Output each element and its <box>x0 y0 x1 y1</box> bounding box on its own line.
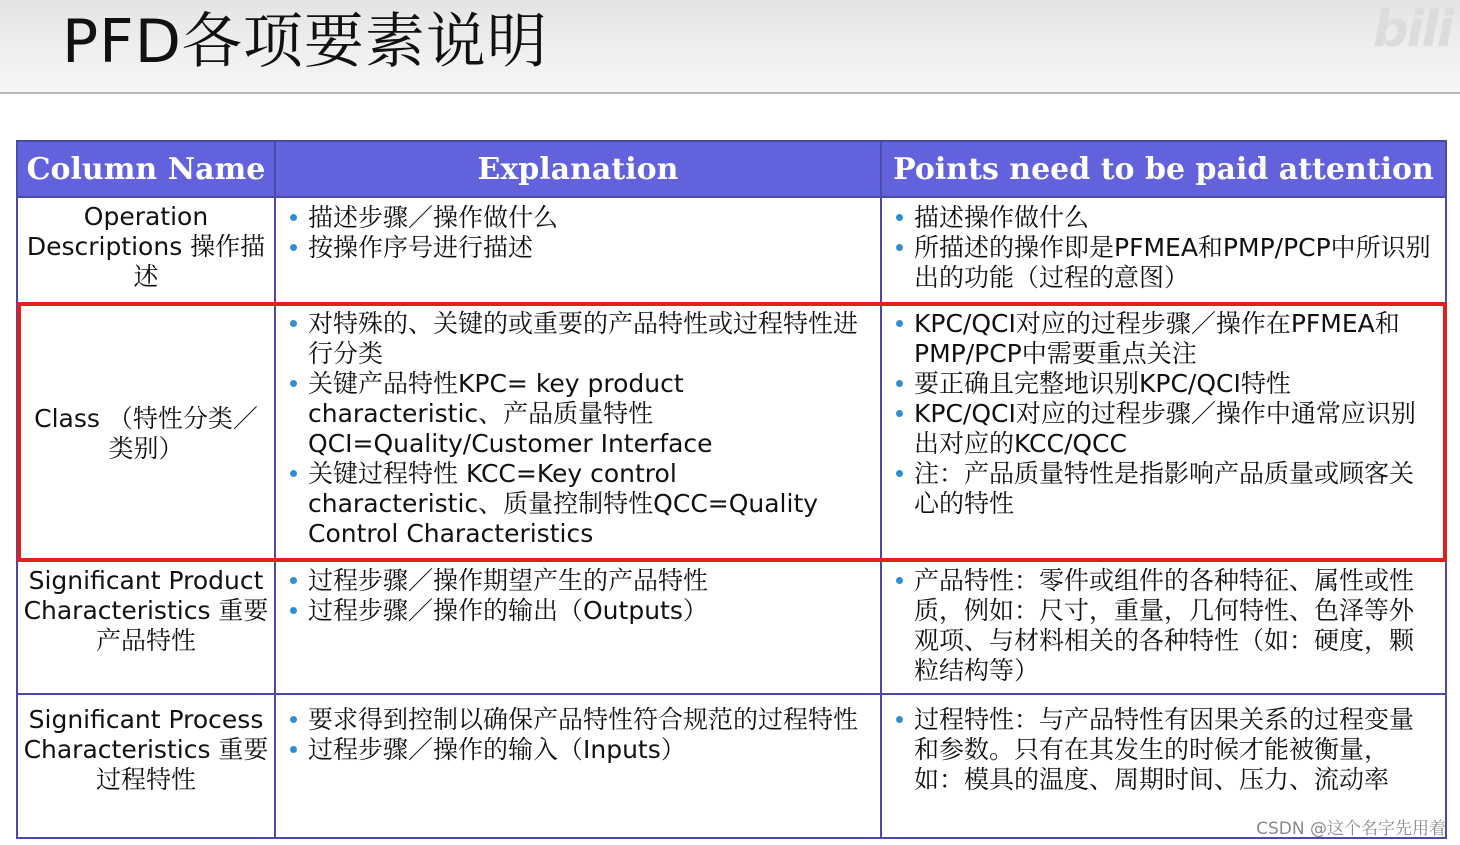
bullet-item: 过程特性：与产品特性有因果关系的过程变量和参数。只有在其发生的时候才能被衡量，如：模具的温度、周期时间、压力、流动率 <box>890 705 1437 795</box>
table-row <box>17 303 1446 560</box>
header-points-attention: Points need to be paid attention <box>881 141 1446 197</box>
row-name-text: Class （特性分类／类别） <box>34 404 258 463</box>
header-column-name: Column Name <box>17 141 275 197</box>
bullet-item: 对特殊的、关键的或重要的产品特性或过程特性进行分类 <box>284 309 872 369</box>
bullet-item: 按操作序号进行描述 <box>284 233 872 263</box>
bullet-item: KPC/QCI对应的过程步骤／操作在PFMEA和PMP/PCP中需要重点关注 <box>890 309 1437 369</box>
row-name-significant-product-characteristics <box>17 560 275 694</box>
bullet-item: 描述步骤／操作做什么 <box>284 203 872 233</box>
bullet-item: KPC/QCI对应的过程步骤／操作中通常应识别出对应的KCC/QCC <box>890 399 1437 459</box>
bullet-item: 过程步骤／操作的输出（Outputs） <box>284 596 872 626</box>
points-cell <box>881 560 1446 694</box>
header-explanation: Explanation <box>275 141 881 197</box>
bullet-item: 所描述的操作即是PFMEA和PMP/PCP中所识别出的功能（过程的意图） <box>890 233 1437 293</box>
csdn-watermark: CSDN @这个名字先用着 <box>1256 819 1446 839</box>
row-name-operation-descriptions <box>17 197 275 303</box>
bullet-item: 过程步骤／操作期望产生的产品特性 <box>284 566 872 596</box>
pfd-elements-table <box>16 140 1447 839</box>
slide-title: PFD各项要素说明 <box>62 7 548 77</box>
bullet-item: 关键产品特性KPC= key product characteristic、产品质量特性QCI=Quality/Customer Interface <box>284 369 872 459</box>
title-bar <box>0 0 1460 94</box>
row-name-text: Significant Process Characteristics 重要过程特性 <box>23 705 269 794</box>
table-row <box>17 694 1446 838</box>
explanation-cell <box>275 197 881 303</box>
bullet-item: 要求得到控制以确保产品特性符合规范的过程特性 <box>284 705 872 735</box>
bilibili-logo: bili <box>1372 0 1452 58</box>
bullet-item: 关键过程特性 KCC=Key control characteristic、质量控制特性QCC=Quality Control Characteristics <box>284 459 872 549</box>
explanation-cell <box>275 560 881 694</box>
row-name-significant-process-characteristics <box>17 694 275 838</box>
points-cell <box>881 197 1446 303</box>
row-name-text: Operation Descriptions 操作描述 <box>26 202 266 291</box>
explanation-cell <box>275 303 881 560</box>
bullet-item: 过程步骤／操作的输入（Inputs） <box>284 735 872 765</box>
row-name-class <box>17 303 275 560</box>
bullet-item: 注：产品质量特性是指影响产品质量或顾客关心的特性 <box>890 459 1437 519</box>
points-cell <box>881 303 1446 560</box>
explanation-cell <box>275 694 881 838</box>
row-name-text: Significant Product Characteristics 重要产品特性 <box>23 566 269 655</box>
bullet-item: 描述操作做什么 <box>890 203 1437 233</box>
bullet-item: 产品特性：零件或组件的各种特征、属性或性质，例如：尺寸，重量，几何特性、色泽等外观项、与材料相关的各种特性（如：硬度，颗粒结构等） <box>890 566 1437 686</box>
table-row <box>17 560 1446 694</box>
bullet-item: 要正确且完整地识别KPC/QCI特性 <box>890 369 1437 399</box>
table-header-row <box>17 141 1446 197</box>
table-row <box>17 197 1446 303</box>
